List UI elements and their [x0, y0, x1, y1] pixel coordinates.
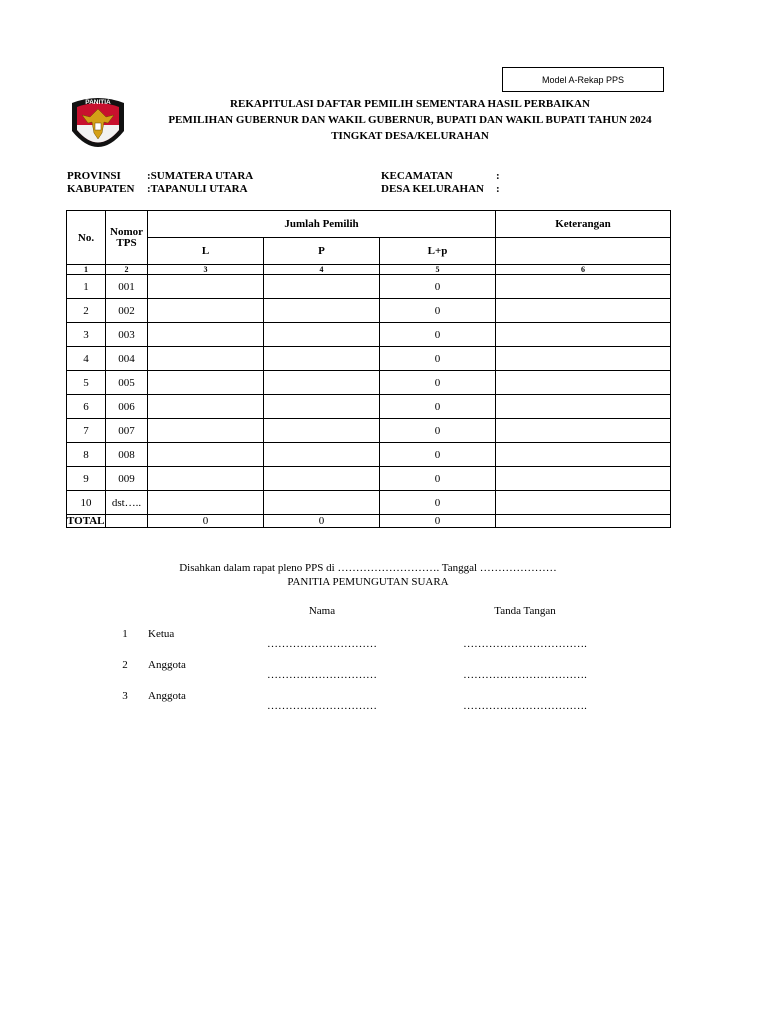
signer-role: Anggota	[148, 690, 186, 702]
signer-name-line: …………………………	[267, 638, 377, 650]
signer-number: 2	[122, 659, 128, 671]
signer-number: 3	[122, 690, 128, 702]
signer-role: Anggota	[148, 659, 186, 671]
provinsi-row	[67, 170, 253, 183]
total-l: 0	[148, 515, 264, 528]
row-lp: 0	[380, 299, 496, 323]
kabupaten-label: KABUPATEN	[67, 183, 135, 195]
total-tps	[106, 515, 148, 528]
row-lp: 0	[380, 395, 496, 419]
row-keterangan	[496, 491, 671, 515]
desa-row	[381, 183, 500, 196]
row-p	[264, 299, 380, 323]
tanda-tangan-header: Tanda Tangan	[494, 605, 556, 617]
row-p	[264, 275, 380, 299]
row-tps: 001	[106, 275, 148, 299]
row-tps: 006	[106, 395, 148, 419]
col-number: 4	[264, 265, 380, 275]
header-keterangan: Keterangan	[496, 211, 671, 238]
row-lp: 0	[380, 371, 496, 395]
row-tps: 004	[106, 347, 148, 371]
total-row	[67, 515, 671, 528]
document-title	[150, 96, 670, 144]
row-l	[148, 395, 264, 419]
row-lp: 0	[380, 275, 496, 299]
title-line-1: REKAPITULASI DAFTAR PEMILIH SEMENTARA HASIL PERBAIKAN	[230, 98, 590, 110]
row-p	[264, 347, 380, 371]
row-no: 5	[67, 371, 106, 395]
header-l: L	[148, 238, 264, 265]
column-number-row	[67, 265, 671, 275]
row-keterangan	[496, 347, 671, 371]
total-p: 0	[264, 515, 380, 528]
rekap-table	[66, 210, 671, 528]
row-keterangan	[496, 419, 671, 443]
header-lp: L+p	[380, 238, 496, 265]
row-lp: 0	[380, 491, 496, 515]
row-lp: 0	[380, 467, 496, 491]
row-no: 3	[67, 323, 106, 347]
row-l	[148, 371, 264, 395]
table-row	[67, 347, 671, 371]
table-subheader-row	[67, 238, 671, 265]
row-tps: 002	[106, 299, 148, 323]
header-jumlah-pemilih: Jumlah Pemilih	[148, 211, 496, 238]
row-l	[148, 467, 264, 491]
row-l	[148, 299, 264, 323]
col-number: 3	[148, 265, 264, 275]
row-lp: 0	[380, 443, 496, 467]
row-keterangan	[496, 395, 671, 419]
signer-signature-line: …………………………….	[463, 638, 587, 650]
logo-bottom-text: PEMUNGUTAN SUARA	[75, 148, 121, 153]
desa-label: DESA KELURAHAN	[381, 183, 484, 195]
row-no: 10	[67, 491, 106, 515]
total-lp: 0	[380, 515, 496, 528]
header-keterangan-blank	[496, 238, 671, 265]
panitia-heading: PANITIA PEMUNGUTAN SUARA	[287, 576, 449, 588]
header-no: No.	[67, 211, 106, 265]
row-tps: 007	[106, 419, 148, 443]
table-row	[67, 275, 671, 299]
row-p	[264, 467, 380, 491]
table-row	[67, 323, 671, 347]
row-no: 7	[67, 419, 106, 443]
kpu-logo	[68, 95, 128, 157]
row-no: 8	[67, 443, 106, 467]
row-p	[264, 443, 380, 467]
provinsi-value: :SUMATERA UTARA	[147, 170, 254, 182]
row-l	[148, 347, 264, 371]
row-keterangan	[496, 299, 671, 323]
row-tps: 009	[106, 467, 148, 491]
signer-role: Ketua	[148, 628, 175, 640]
row-l	[148, 323, 264, 347]
row-no: 4	[67, 347, 106, 371]
row-lp: 0	[380, 323, 496, 347]
signer-name-line: …………………………	[267, 669, 377, 681]
table-row	[67, 371, 671, 395]
nama-header: Nama	[308, 605, 336, 617]
title-line-2: PEMILIHAN GUBERNUR DAN WAKIL GUBERNUR, BUPATI DAN WAKIL BUPATI TAHUN 2024	[168, 114, 652, 126]
row-tps: 003	[106, 323, 148, 347]
table-row	[67, 299, 671, 323]
row-l	[148, 275, 264, 299]
provinsi-label: PROVINSI	[67, 170, 121, 182]
kecamatan-row	[381, 170, 500, 183]
row-tps: dst…..	[106, 491, 148, 515]
kabupaten-value: :TAPANULI UTARA	[147, 183, 248, 195]
row-p	[264, 371, 380, 395]
row-no: 1	[67, 275, 106, 299]
kecamatan-value: :	[496, 170, 500, 182]
row-no: 6	[67, 395, 106, 419]
garuda-emblem-icon	[68, 95, 128, 157]
kecamatan-label: KECAMATAN	[381, 170, 453, 182]
signer-signature-line: …………………………….	[463, 669, 587, 681]
signer-number: 1	[122, 628, 128, 640]
total-label: TOTAL	[67, 515, 105, 527]
row-keterangan	[496, 467, 671, 491]
row-p	[264, 395, 380, 419]
row-keterangan	[496, 275, 671, 299]
table-row	[67, 443, 671, 467]
row-no: 9	[67, 467, 106, 491]
row-p	[264, 419, 380, 443]
row-p	[264, 323, 380, 347]
logo-top-text: PANITIA	[85, 99, 111, 106]
model-label: Model A-Rekap PPS	[502, 67, 664, 92]
header-nomor-tps: Nomor TPS	[106, 211, 148, 265]
table-row	[67, 419, 671, 443]
row-p	[264, 491, 380, 515]
row-l	[148, 419, 264, 443]
table-header-row	[67, 211, 671, 238]
signer-signature-line: …………………………….	[463, 700, 587, 712]
row-lp: 0	[380, 347, 496, 371]
row-lp: 0	[380, 419, 496, 443]
table-row	[67, 395, 671, 419]
row-keterangan	[496, 443, 671, 467]
header-p: P	[264, 238, 380, 265]
signer-name-line: …………………………	[267, 700, 377, 712]
row-no: 2	[67, 299, 106, 323]
table-row	[67, 491, 671, 515]
col-number: 5	[380, 265, 496, 275]
disahkan-text: Disahkan dalam rapat pleno PPS di ………………………. Tanggal …………………	[179, 562, 557, 574]
col-number: 6	[496, 265, 671, 275]
row-keterangan	[496, 323, 671, 347]
title-line-3: TINGKAT DESA/KELURAHAN	[331, 130, 489, 142]
row-tps: 008	[106, 443, 148, 467]
total-keterangan	[496, 515, 671, 528]
table-body	[67, 275, 671, 515]
table-row	[67, 467, 671, 491]
col-number: 2	[106, 265, 148, 275]
desa-value: :	[496, 183, 500, 195]
row-tps: 005	[106, 371, 148, 395]
row-keterangan	[496, 371, 671, 395]
col-number: 1	[67, 265, 106, 275]
row-l	[148, 443, 264, 467]
kabupaten-row	[67, 183, 248, 196]
row-l	[148, 491, 264, 515]
